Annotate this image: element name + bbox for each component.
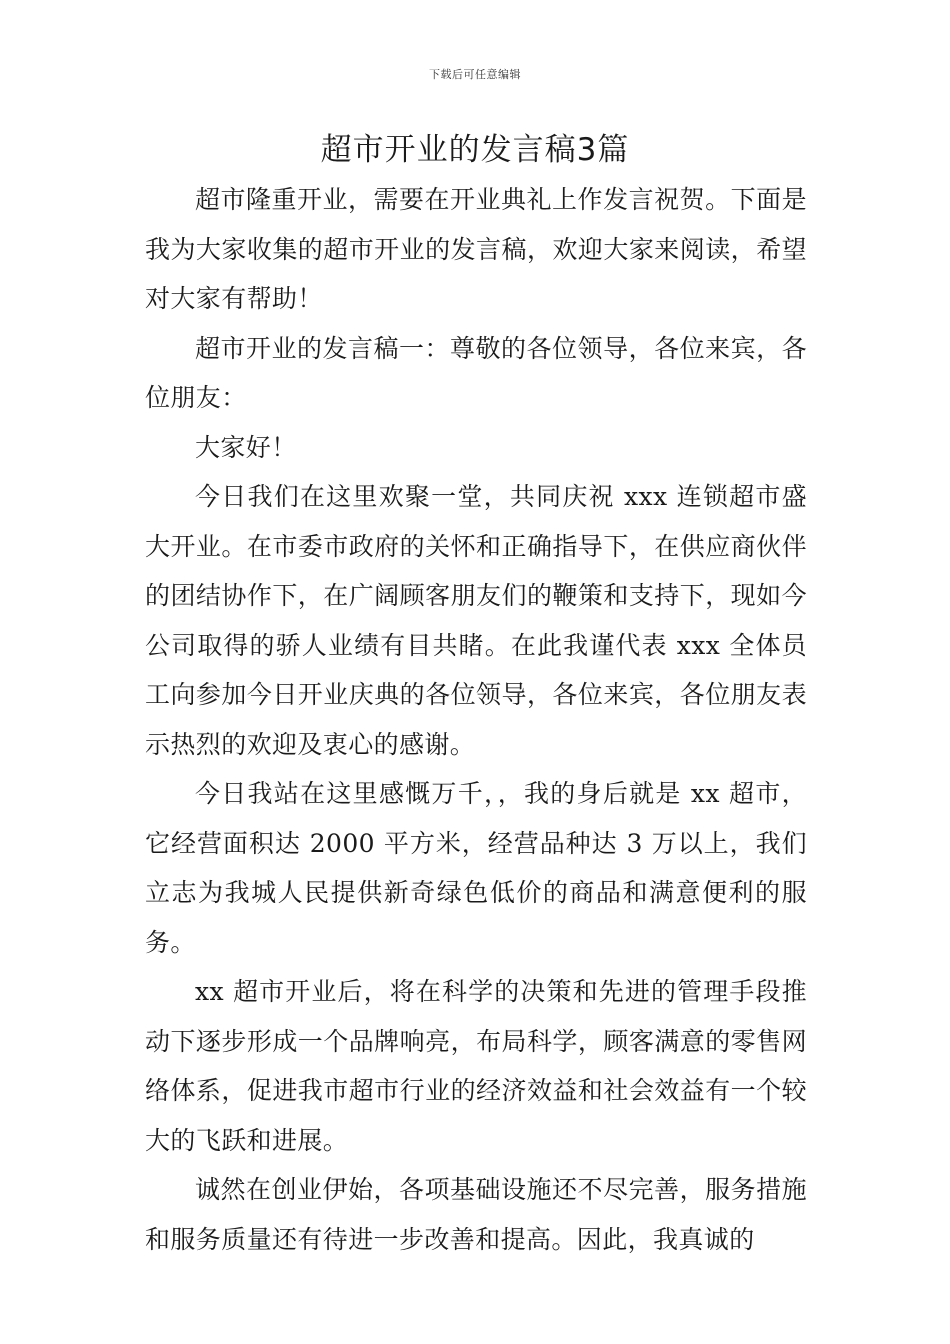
- paragraph-store-info: 今日我站在这里感慨万千，，我的身后就是 xx 超市，它经营面积达 2000 平方米，经营品种达 3 万以上，我们立志为我城人民提供新奇绿色低价的商品和满意便利的服务。: [145, 779, 807, 957]
- paragraph-salutation: 超市开业的发言稿一：尊敬的各位领导，各位来宾，各位朋友：: [145, 333, 807, 412]
- paragraph-intro: 超市隆重开业，需要在开业典礼上作发言祝贺。下面是我为大家收集的超市开业的发言稿，欢迎大家来阅读，希望对大家有帮助！: [145, 185, 807, 313]
- paragraph-improvement: 诚然在创业伊始，各项基础设施还不尽完善，服务措施和服务质量还有待进一步改善和提高。因此，我真诚的: [145, 1175, 807, 1254]
- document-body: [145, 175, 807, 1264]
- paragraph-celebration: 今日我们在这里欢聚一堂，共同庆祝 xxx 连锁超市盛大开业。在市委市政府的关怀和正确指导下，在供应商伙伴的团结协作下，在广阔顾客朋友们的鞭策和支持下，现如今公司取得的骄人业绩有目共睹。在此我谨代表 xxx 全体员工向参加今日开业庆典的各位领导，各位来宾，各位朋友表示热烈的欢迎及衷心的感谢。: [145, 482, 807, 759]
- paragraph-greeting: 大家好！: [195, 432, 297, 462]
- document-title: 超市开业的发言稿3篇: [320, 132, 630, 168]
- header-note: 下载后可任意编辑: [429, 68, 521, 81]
- paragraph-future-plan: xx 超市开业后，将在科学的决策和先进的管理手段推动下逐步形成一个品牌响亮，布局科学，顾客满意的零售网络体系，促进我市超市行业的经济效益和社会效益有一个较大的飞跃和进展。: [145, 977, 807, 1155]
